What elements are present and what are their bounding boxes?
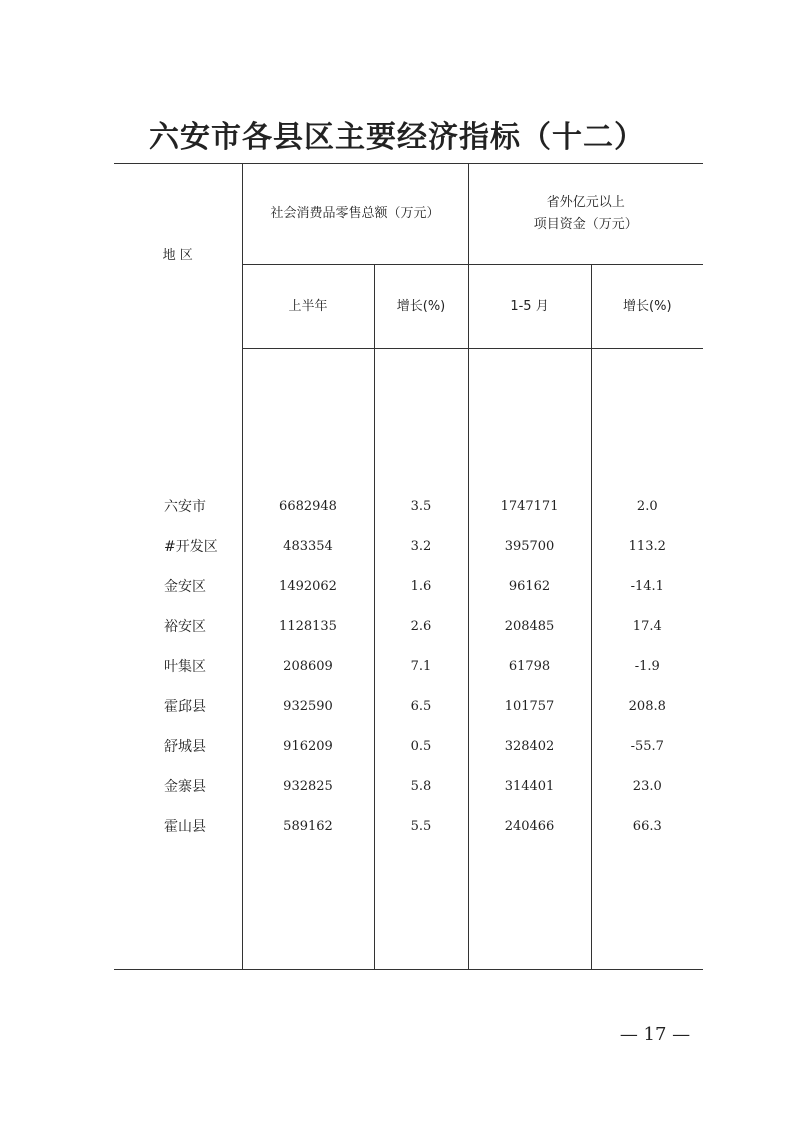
invest-group-label-line2: 项目资金（万元） [533, 217, 638, 232]
retail-value-cell: 1128135 [279, 619, 337, 634]
indicator-table [114, 163, 703, 970]
retail-growth-cell: 5.8 [410, 779, 432, 794]
invest-growth-cell: 2.0 [636, 499, 658, 514]
invest-growth-cell: 113.2 [628, 539, 666, 554]
retail-group-header [242, 164, 468, 265]
invest-growth-cell: 17.4 [632, 619, 662, 634]
retail-growth-cell: 2.6 [410, 619, 432, 634]
invest-growth-header: 增长(%) [591, 265, 703, 349]
retail-value-cell: 932590 [283, 699, 333, 714]
invest-value-cell: 314401 [504, 779, 555, 794]
region-cell: 霍邱县 [164, 698, 206, 715]
invest-group-label-line1: 省外亿元以上 [546, 195, 625, 210]
invest-value-cell: 96162 [508, 579, 551, 594]
retail-group-label: 社会消费品零售总额（万元） [270, 206, 440, 221]
invest-growth-cell: -55.7 [630, 739, 664, 754]
retail-growth-cell: 7.1 [410, 659, 432, 674]
retail-value-cell: 6682948 [279, 499, 337, 514]
retail-value-cell: 589162 [283, 819, 333, 834]
retail-growth-column [374, 349, 468, 970]
invest-value-cell: 208485 [504, 619, 555, 634]
retail-value-cell: 932825 [283, 779, 333, 794]
invest-growth-cell: -1.9 [634, 659, 660, 674]
region-cell: 霍山县 [164, 818, 206, 835]
invest-value-cell: 395700 [504, 539, 555, 554]
page-title: 六安市各县区主要经济指标（十二） [149, 120, 645, 155]
invest-growth-cell: 208.8 [628, 699, 666, 714]
invest-period-header: 1-5 月 [468, 265, 591, 349]
invest-growth-cell: 66.3 [632, 819, 662, 834]
region-cell: 金寨县 [164, 778, 206, 795]
retail-value-cell: 208609 [283, 659, 333, 674]
region-cell: 六安市 [164, 498, 206, 515]
region-cell: 裕安区 [164, 618, 206, 635]
page-number: — 17 — [619, 1024, 691, 1045]
retail-growth-cell: 1.6 [410, 579, 432, 594]
retail-period-header: 上半年 [242, 265, 374, 349]
invest-value-cell: 101757 [504, 699, 555, 714]
region-cell: 金安区 [164, 578, 206, 595]
invest-group-header [468, 164, 703, 265]
retail-column [242, 349, 374, 970]
invest-growth-cell: -14.1 [630, 579, 664, 594]
region-cell: #开发区 [164, 538, 218, 555]
retail-growth-cell: 3.5 [410, 499, 432, 514]
retail-growth-header: 增长(%) [374, 265, 468, 349]
retail-growth-cell: 6.5 [410, 699, 432, 714]
retail-growth-cell: 0.5 [410, 739, 432, 754]
region-column [114, 349, 242, 970]
retail-value-cell: 483354 [283, 539, 333, 554]
retail-value-cell: 1492062 [279, 579, 337, 594]
retail-value-cell: 916209 [283, 739, 333, 754]
retail-growth-cell: 3.2 [410, 539, 432, 554]
invest-value-cell: 240466 [504, 819, 555, 834]
region-cell: 叶集区 [164, 658, 206, 675]
retail-growth-cell: 5.5 [410, 819, 432, 834]
invest-value-cell: 1747171 [500, 499, 559, 514]
invest-column [468, 349, 591, 970]
region-cell: 舒城县 [164, 738, 206, 755]
invest-value-cell: 61798 [508, 659, 551, 674]
invest-value-cell: 328402 [504, 739, 555, 754]
invest-growth-cell: 23.0 [632, 779, 662, 794]
region-header: 地 区 [114, 164, 242, 349]
invest-growth-column [591, 349, 703, 970]
